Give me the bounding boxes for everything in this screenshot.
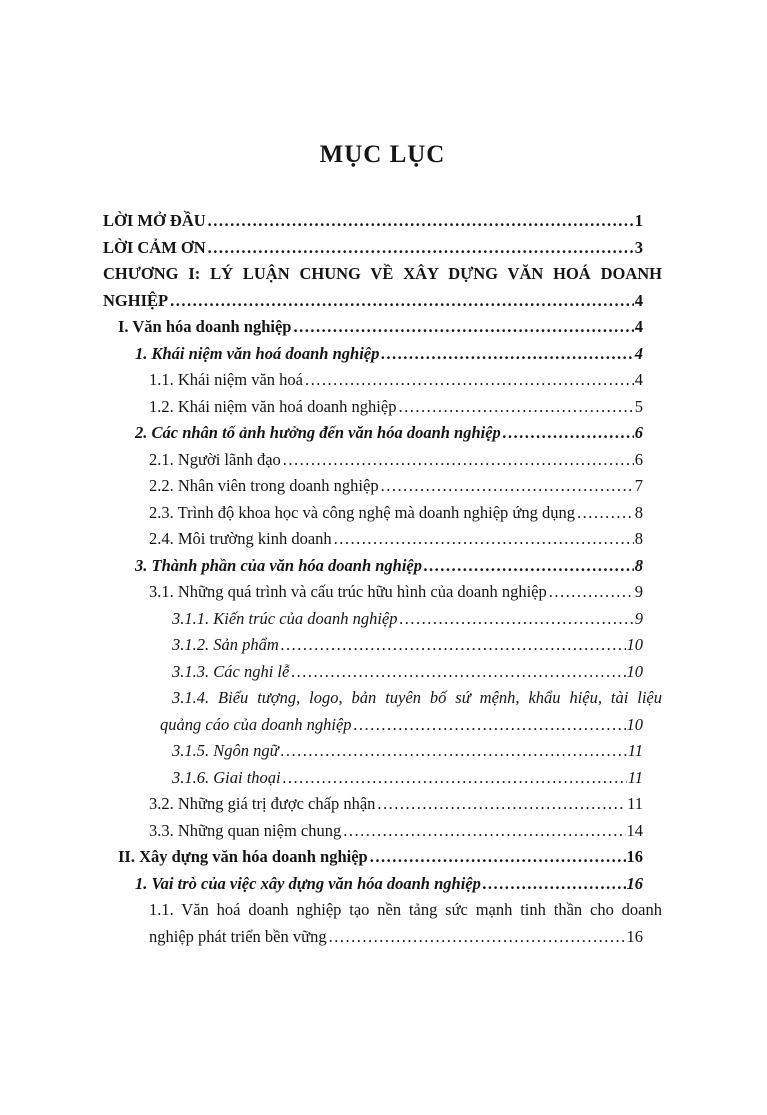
toc-page-number: 4 [634,370,643,389]
toc-entry-text: 3.1.2. Sản phẩm [172,635,279,654]
toc-page-number: 11 [627,767,643,787]
toc-page-number: 11 [627,741,643,760]
toc-entry [103,791,662,818]
toc-entry-text: 3.1.5. Ngôn ngữ [172,741,279,760]
toc-entry [103,526,662,553]
toc-entry-text: 1. Khái niệm văn hoá doanh nghiệp [135,343,380,363]
dot-leader [208,235,634,262]
dot-leader [399,606,633,633]
toc-page-number: 6 [634,423,643,442]
toc-entry [103,579,662,606]
toc-page-number: 10 [626,635,643,654]
dot-leader [577,500,634,527]
toc-entry-text: quảng cáo của doanh nghiệp [160,714,352,734]
dot-leader [283,765,627,792]
toc-page-number: 9 [634,608,643,628]
dot-leader [305,367,634,394]
dot-leader [381,473,634,500]
toc-entry-text: 2. Các nhân tố ảnh hưởng đến văn hóa doanh nghiệp [135,423,501,442]
toc-entry-text: LỜI MỞ ĐẦU [103,211,206,230]
dot-leader [281,632,626,659]
dot-leader [398,394,633,421]
toc-page-number: 16 [626,926,643,946]
toc-page-number: 14 [626,820,643,840]
toc-entry [103,871,662,898]
toc-entry-text: 1.1. Văn hoá doanh nghiệp tạo nền tảng sức mạnh tinh thần cho doanh [149,900,662,919]
toc-entry-text: NGHIỆP [103,290,169,310]
toc-entry-text: 1.1. Khái niệm văn hoá [149,370,303,389]
toc-entry [103,553,662,580]
toc-entry-text: 2.1. Người lãnh đạo [149,449,281,469]
dot-leader [503,420,634,447]
toc-page-number: 6 [634,449,643,469]
toc-page-number: 11 [627,794,643,813]
toc-page-number: 7 [634,476,643,495]
toc-page-number: 8 [634,502,643,522]
dot-leader [329,924,626,951]
toc-entry [103,924,662,951]
toc-entry [103,367,662,394]
dot-leader [291,659,625,686]
dot-leader [424,553,634,580]
dot-leader [281,738,627,765]
toc-entry [103,420,662,447]
toc-entry [103,738,662,765]
toc-entry [103,261,662,288]
toc-page-number: 4 [634,317,643,336]
toc-entry [103,500,662,527]
toc-entry [103,818,662,845]
toc-entry-text: 2.3. Trình độ khoa học và công nghệ mà doanh nghiệp ứng dụng [149,502,575,522]
dot-leader [377,791,626,818]
toc-page-number: 4 [634,290,643,310]
dot-leader [370,844,626,871]
toc-entry [103,314,662,341]
toc-page-number: 8 [634,555,643,575]
toc-page-number: 10 [626,661,643,681]
toc-entry-text: 1.2. Khái niệm văn hoá doanh nghiệp [149,396,397,416]
dot-leader [283,447,634,474]
toc-entry-text: 2.4. Môi trường kinh doanh [149,529,332,548]
toc-entry-text: nghiệp phát triển bền vững [149,926,327,946]
toc-entry-text: 1. Vai trò của việc xây dựng văn hóa doanh nghiệp [135,873,481,893]
toc-entry-text: 2.2. Nhân viên trong doanh nghiệp [149,476,379,495]
toc-entry [103,288,662,315]
toc-entry [103,447,662,474]
toc-entry-text: 3.1.4. Biểu tượng, logo, bản tuyên bố sứ mệnh, khẩu hiệu, tài liệu [172,688,662,707]
toc-entry-text: II. Xây dựng văn hóa doanh nghiệp [118,847,368,866]
toc-entry-text: LỜI CẢM ƠN [103,237,206,257]
toc-page-number: 16 [626,847,643,866]
table-of-contents [103,208,662,950]
dot-leader [170,288,634,315]
toc-entry [103,897,662,924]
toc-page-number: 3 [634,237,643,257]
toc-page-number: 1 [634,211,643,230]
toc-entry-text: 3.1.3. Các nghi lễ [172,661,290,681]
toc-page-number: 10 [626,714,643,734]
toc-entry [103,235,662,262]
toc-page-number: 4 [634,343,643,363]
dot-leader [334,526,634,553]
toc-entry [103,473,662,500]
toc-page-number: 16 [626,873,643,893]
toc-entry [103,844,662,871]
toc-entry [103,685,662,712]
toc-entry [103,208,662,235]
toc-entry [103,632,662,659]
toc-entry-text: CHƯƠNG I: LÝ LUẬN CHUNG VỀ XÂY DỰNG VĂN HOÁ DOANH [103,264,662,283]
toc-entry [103,341,662,368]
page-title: MỤC LỤC [319,141,446,168]
toc-entry-text: 3. Thành phần của văn hóa doanh nghiệp [135,555,423,575]
dot-leader [208,208,634,235]
toc-entry [103,606,662,633]
toc-entry-text: 3.2. Những giá trị được chấp nhận [149,794,376,813]
toc-entry-text: I. Văn hóa doanh nghiệp [118,317,292,336]
dot-leader [381,341,633,368]
toc-entry-text: 3.1.1. Kiến trúc của doanh nghiệp [172,608,398,628]
toc-entry [103,712,662,739]
toc-entry [103,659,662,686]
dot-leader [293,314,633,341]
toc-entry-text: 3.1. Những quá trình và cấu trúc hữu hình của doanh nghiệp [149,582,547,601]
toc-entry [103,394,662,421]
dot-leader [343,818,625,845]
toc-page-number: 9 [634,582,643,601]
toc-page-number: 8 [634,529,643,548]
toc-entry [103,765,662,792]
dot-leader [354,712,626,739]
toc-page-number: 5 [634,396,643,416]
dot-leader [549,579,634,606]
toc-entry-text: 3.3. Những quan niệm chung [149,820,342,840]
toc-entry-text: 3.1.6. Giai thoại [172,767,281,787]
dot-leader [483,871,626,898]
